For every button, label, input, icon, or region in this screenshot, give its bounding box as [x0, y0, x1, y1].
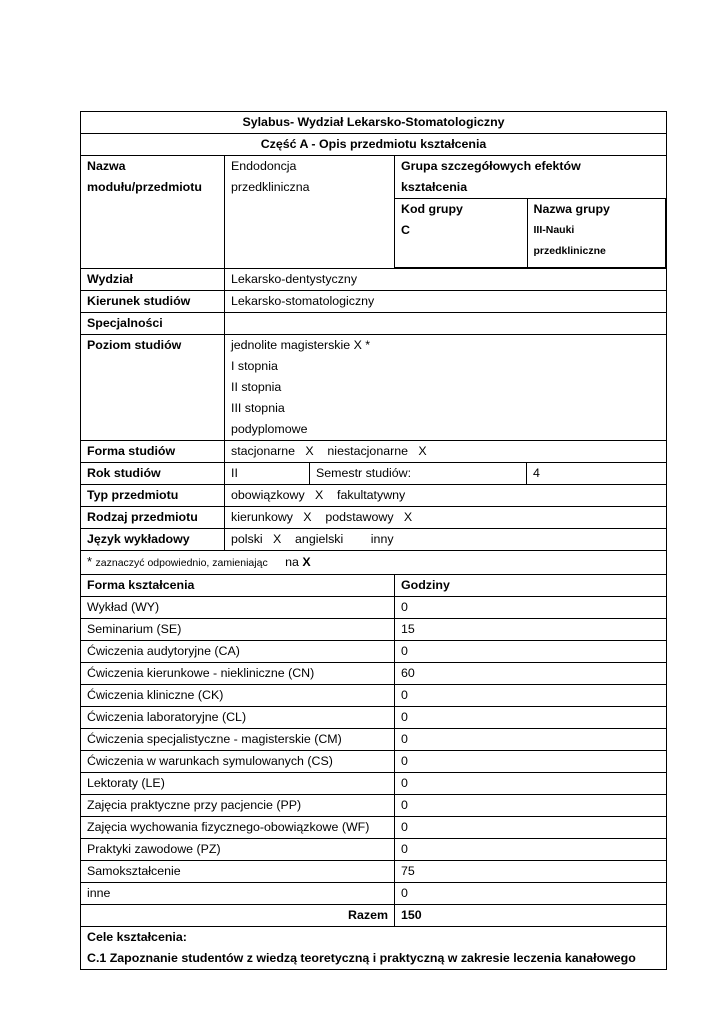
goal-c1: C.1 Zapoznanie studentów z wiedzą teoretyczną i praktyczną w zakresie leczenia kanałowego	[87, 951, 636, 965]
language-label: Język wykładowy	[81, 529, 225, 551]
level-row	[81, 335, 667, 441]
hours-value-cell: 0	[395, 773, 667, 795]
hours-form-cell: Ćwiczenia laboratoryjne (CL)	[81, 707, 395, 729]
hours-form-cell: Ćwiczenia specjalistyczne - magisterskie (CM)	[81, 729, 395, 751]
hours-value-cell: 60	[395, 663, 667, 685]
kind-value: kierunkowy X podstawowy X	[225, 507, 667, 529]
table-row	[81, 817, 667, 839]
note-na: na	[285, 555, 299, 569]
hours-form-cell: Zajęcia praktyczne przy pacjencie (PP)	[81, 795, 395, 817]
specialty-row	[81, 313, 667, 335]
hours-value-cell: 0	[395, 729, 667, 751]
hours-value-cell: 0	[395, 685, 667, 707]
group-name-value-line2: przedkliniczne	[533, 245, 606, 257]
note-text: zaznaczyć odpowiednio, zamieniając	[95, 557, 268, 569]
level-option: podyplomowe	[231, 422, 308, 436]
table-row	[81, 663, 667, 685]
module-name-label	[81, 156, 225, 269]
goals-cell	[81, 927, 667, 970]
group-label-line2: kształcenia	[401, 180, 468, 194]
hours-value-cell: 15	[395, 619, 667, 641]
module-name-value	[225, 156, 395, 269]
table-row	[81, 751, 667, 773]
hours-value-cell: 0	[395, 839, 667, 861]
language-value: polski X angielski inny	[225, 529, 667, 551]
hours-col-hours: Godziny	[395, 575, 667, 597]
goals-label: Cele kształcenia:	[87, 930, 187, 944]
hours-form-cell: Ćwiczenia w warunkach symulowanych (CS)	[81, 751, 395, 773]
group-label-line1: Grupa szczegółowych efektów	[401, 159, 581, 173]
hours-form-cell: Ćwiczenia audytoryjne (CA)	[81, 641, 395, 663]
faculty-label: Wydział	[81, 269, 225, 291]
hours-header-row	[81, 575, 667, 597]
group-inner-table	[395, 198, 666, 268]
module-name-label-line2: modułu/przedmiotu	[87, 180, 202, 194]
form-label: Forma studiów	[81, 441, 225, 463]
title-row	[81, 112, 667, 134]
total-row	[81, 905, 667, 927]
hours-form-cell: Seminarium (SE)	[81, 619, 395, 641]
hours-form-cell: Ćwiczenia kliniczne (CK)	[81, 685, 395, 707]
level-label: Poziom studiów	[81, 335, 225, 441]
kind-label: Rodzaj przedmiotu	[81, 507, 225, 529]
faculty-value: Lekarsko-dentystyczny	[225, 269, 667, 291]
hours-value-cell: 0	[395, 817, 667, 839]
total-label: Razem	[81, 905, 395, 927]
hours-value-cell: 0	[395, 795, 667, 817]
direction-value: Lekarsko-stomatologiczny	[225, 291, 667, 313]
table-row	[81, 883, 667, 905]
goals-row	[81, 927, 667, 970]
hours-value-cell: 0	[395, 751, 667, 773]
syllabus-page	[80, 111, 666, 970]
type-row	[81, 485, 667, 507]
subtitle-row	[81, 134, 667, 156]
table-row	[81, 839, 667, 861]
year-label: Rok studiów	[81, 463, 225, 485]
level-options	[225, 335, 667, 441]
hours-form-cell: Samokształcenie	[81, 861, 395, 883]
group-code-value: C	[401, 223, 410, 237]
direction-row	[81, 291, 667, 313]
level-option: III stopnia	[231, 401, 285, 415]
type-value: obowiązkowy X fakultatywny	[225, 485, 667, 507]
type-label: Typ przedmiotu	[81, 485, 225, 507]
hours-form-cell: Praktyki zawodowe (PZ)	[81, 839, 395, 861]
hours-value-cell: 75	[395, 861, 667, 883]
specialty-label: Specjalności	[81, 313, 225, 335]
note-star: *	[87, 554, 93, 569]
level-option: II stopnia	[231, 380, 282, 394]
module-name-value-line2: przedkliniczna	[231, 180, 310, 194]
syllabus-title: Sylabus- Wydział Lekarsko-Stomatologiczny	[81, 112, 667, 134]
form-row	[81, 441, 667, 463]
year-row	[81, 463, 667, 485]
level-option: I stopnia	[231, 359, 278, 373]
note-row	[81, 551, 667, 575]
table-row	[81, 729, 667, 751]
hours-value-cell: 0	[395, 597, 667, 619]
hours-form-cell: Lektoraty (LE)	[81, 773, 395, 795]
module-row	[81, 156, 667, 269]
table-row	[81, 795, 667, 817]
table-row	[81, 773, 667, 795]
module-name-value-line1: Endodoncja	[231, 159, 297, 173]
hours-value-cell: 0	[395, 707, 667, 729]
form-value: stacjonarne X niestacjonarne X	[225, 441, 667, 463]
table-row	[81, 707, 667, 729]
hours-col-form: Forma kształcenia	[81, 575, 395, 597]
group-name-value-line1: III-Nauki	[533, 224, 575, 236]
table-row	[81, 685, 667, 707]
table-row	[81, 641, 667, 663]
syllabus-table	[80, 111, 667, 970]
kind-row	[81, 507, 667, 529]
table-row	[81, 861, 667, 883]
table-row	[81, 619, 667, 641]
hours-form-cell: Wykład (WY)	[81, 597, 395, 619]
hours-value-cell: 0	[395, 641, 667, 663]
module-name-label-line1: Nazwa	[87, 159, 126, 173]
group-name-label: Nazwa grupy	[533, 202, 610, 216]
direction-label: Kierunek studiów	[81, 291, 225, 313]
level-option: jednolite magisterskie X *	[231, 338, 371, 352]
group-cell	[395, 156, 667, 269]
hours-form-cell: inne	[81, 883, 395, 905]
specialty-value	[225, 313, 667, 335]
hours-value-cell: 0	[395, 883, 667, 905]
group-code-label: Kod grupy	[401, 202, 463, 216]
group-name-cell	[527, 199, 666, 268]
syllabus-subtitle: Część A - Opis przedmiotu kształcenia	[81, 134, 667, 156]
note-x: X	[302, 555, 311, 569]
note-cell	[81, 551, 667, 575]
semester-value: 4	[527, 463, 667, 485]
hours-form-cell: Ćwiczenia kierunkowe - niekliniczne (CN)	[81, 663, 395, 685]
faculty-row	[81, 269, 667, 291]
year-value: II	[225, 463, 310, 485]
semester-label: Semestr studiów:	[310, 463, 527, 485]
table-row	[81, 597, 667, 619]
hours-form-cell: Zajęcia wychowania fizycznego-obowiązkowe (WF)	[81, 817, 395, 839]
total-value: 150	[395, 905, 667, 927]
group-code-cell	[395, 199, 527, 268]
language-row	[81, 529, 667, 551]
group-label	[395, 156, 666, 198]
